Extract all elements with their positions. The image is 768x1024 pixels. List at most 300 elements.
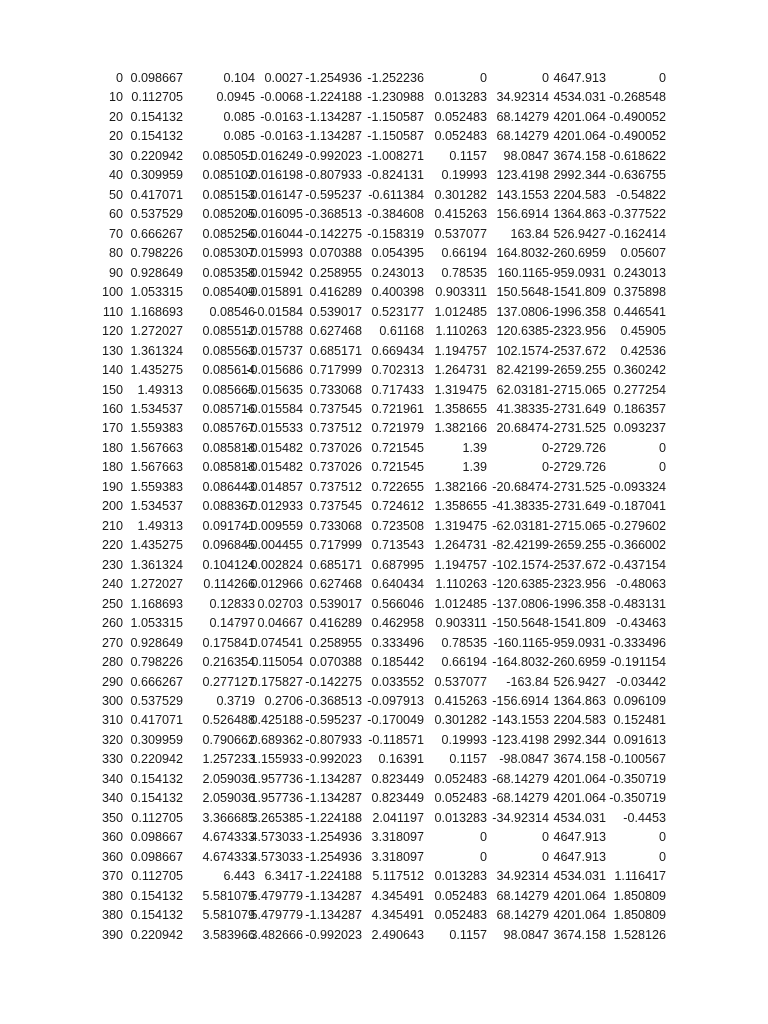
table-cell: 0.112705: [131, 869, 183, 884]
table-cell: 0.096109: [613, 694, 666, 708]
table-cell: 4201.064: [553, 771, 606, 786]
table-cell: 1.850809: [613, 888, 666, 903]
table-row: [0, 69, 768, 88]
table-row: [0, 828, 768, 847]
table-cell: 0.085358: [202, 265, 255, 280]
table-cell: 1.49313: [137, 518, 183, 533]
table-cell: 2.059036: [202, 771, 255, 786]
table-cell: 1.168693: [130, 304, 183, 319]
table-cell: 4201.064: [553, 129, 606, 144]
table-cell: -0.54822: [616, 187, 666, 202]
table-cell: 80: [108, 246, 123, 261]
table-cell: -0.015584: [246, 401, 303, 416]
table-cell: 0.416289: [309, 285, 362, 300]
table-cell: 0: [658, 830, 666, 845]
table-row: [0, 789, 768, 808]
table-cell: 0.539017: [309, 304, 362, 319]
table-cell: 390: [101, 927, 123, 942]
table-cell: 102.1574: [496, 343, 549, 358]
table-cell: 0.070388: [309, 655, 362, 670]
table-cell: 0.243013: [613, 265, 666, 280]
table-cell: -1.150587: [367, 109, 424, 124]
table-cell: 0.088367: [202, 499, 255, 514]
table-cell: -0.350719: [609, 771, 666, 786]
table-cell: 0.790662: [202, 732, 255, 747]
table-cell: 4534.031: [553, 869, 606, 884]
table-cell: 0.1157: [449, 927, 487, 942]
table-cell: -0.015533: [246, 421, 303, 436]
table-cell: 0.627468: [309, 324, 362, 339]
table-cell: 68.14279: [496, 129, 549, 144]
table-cell: -0.0163: [260, 109, 303, 124]
table-cell: 0.717999: [309, 538, 362, 553]
table-cell: 0.903311: [435, 285, 487, 300]
table-cell: -0.350719: [609, 791, 666, 806]
table-cell: -0.004455: [246, 538, 303, 553]
table-cell: 0.417071: [130, 713, 183, 728]
table-cell: 160.1165: [497, 265, 549, 280]
table-cell: 350: [101, 810, 123, 825]
table-cell: -959.0931: [549, 265, 606, 280]
table-cell: -0.03442: [616, 674, 666, 689]
table-cell: 4201.064: [553, 888, 606, 903]
table-cell: -0.824131: [367, 168, 424, 183]
table-cell: -0.595237: [305, 187, 362, 202]
table-row: [0, 556, 768, 575]
table-cell: 0.685171: [309, 343, 362, 358]
table-cell: 1.358655: [434, 401, 487, 416]
table-cell: 0.085051: [202, 148, 255, 163]
table-cell: 0.737512: [309, 421, 362, 436]
table-cell: 0.154132: [130, 771, 183, 786]
table-cell: 0: [658, 460, 666, 475]
table-cell: 0.415263: [434, 694, 487, 708]
table-cell: 0: [658, 849, 666, 864]
table-cell: 0.05607: [620, 246, 666, 261]
table-cell: -0.992023: [305, 752, 362, 767]
table-cell: 0.733068: [309, 518, 362, 533]
table-cell: 270: [101, 635, 123, 650]
table-cell: -1541.809: [549, 285, 606, 300]
table-cell: 0.61168: [379, 324, 424, 339]
table-cell: 0.104: [223, 71, 255, 85]
table-cell: 0.091613: [613, 732, 666, 747]
table-cell: 0.085767: [202, 421, 255, 436]
table-cell: -102.1574: [492, 557, 549, 572]
table-cell: 0.798226: [130, 246, 183, 261]
table-cell: 0.052483: [434, 888, 487, 903]
table-cell: -1.224188: [305, 90, 362, 105]
table-cell: 0.721545: [371, 460, 424, 475]
table-cell: 0.085409: [202, 285, 255, 300]
table-cell: 0: [479, 849, 487, 864]
table-cell: -0.279602: [609, 518, 666, 533]
table-cell: 0.78535: [441, 635, 487, 650]
table-cell: 0.220942: [130, 927, 183, 942]
table-cell: 0.666267: [130, 674, 183, 689]
table-cell: 320: [101, 732, 123, 747]
table-cell: 40: [108, 168, 123, 183]
table-cell: -0.016249: [246, 148, 303, 163]
table-cell: -0.807933: [305, 732, 362, 747]
table-cell: 0.724612: [371, 499, 424, 514]
table-row: [0, 419, 768, 438]
table-cell: 2204.583: [553, 187, 606, 202]
table-cell: 220: [101, 538, 123, 553]
table-cell: 0.002824: [250, 557, 303, 572]
table-cell: 0.152481: [613, 713, 666, 728]
table-cell: 100: [101, 285, 123, 300]
table-cell: 20: [108, 109, 123, 124]
table-cell: 1.528126: [613, 927, 666, 942]
table-row: [0, 731, 768, 750]
table-cell: 137.0806: [496, 304, 549, 319]
table-cell: 1.110263: [435, 324, 487, 339]
table-cell: 3674.158: [553, 148, 606, 163]
table-cell: 0.669434: [371, 343, 424, 358]
table-cell: 0.702313: [371, 363, 424, 378]
table-cell: 0.417071: [130, 187, 183, 202]
table-cell: -0.015635: [246, 382, 303, 397]
table-cell: -0.016198: [246, 168, 303, 183]
table-cell: 0: [541, 830, 549, 845]
table-cell: 0.175827: [250, 674, 303, 689]
table-cell: 62.03181: [496, 382, 549, 397]
table-cell: 0.070388: [309, 246, 362, 261]
table-cell: 180: [101, 460, 123, 475]
table-cell: -0.807933: [305, 168, 362, 183]
table-cell: 1364.863: [553, 207, 606, 222]
table-cell: -0.187041: [609, 499, 666, 514]
table-cell: 1.012485: [434, 304, 487, 319]
table-cell: 2204.583: [553, 713, 606, 728]
table-cell: 0.301282: [434, 713, 487, 728]
table-cell: 30: [108, 148, 123, 163]
table-cell: -0.093324: [609, 479, 666, 494]
table-cell: -0.009559: [246, 518, 303, 533]
table-cell: 1.382166: [434, 421, 487, 436]
table-row: [0, 906, 768, 925]
table-cell: 0.722655: [371, 479, 424, 494]
table-cell: -0.012933: [246, 499, 303, 514]
table-cell: 190: [101, 479, 123, 494]
table-cell: 0.085153: [202, 187, 255, 202]
table-cell: 0.78535: [441, 265, 487, 280]
table-cell: 1.053315: [130, 285, 183, 300]
table-cell: 0.085: [223, 129, 255, 144]
table-cell: 3.265385: [250, 810, 303, 825]
table-cell: -1.254936: [305, 849, 362, 864]
table-cell: -0.191154: [610, 655, 666, 670]
table-cell: -1996.358: [549, 596, 606, 611]
table-cell: 60: [108, 207, 123, 222]
table-cell: 90: [108, 265, 123, 280]
table-cell: 110: [102, 304, 123, 319]
table-cell: 3674.158: [553, 752, 606, 767]
table-cell: 0.903311: [435, 616, 487, 631]
table-cell: 0.013283: [434, 869, 487, 884]
table-cell: 380: [101, 888, 123, 903]
table-cell: -2731.649: [549, 401, 606, 416]
table-cell: 1.559383: [130, 479, 183, 494]
table-cell: -98.0847: [499, 752, 549, 767]
table-cell: 4.674333: [202, 830, 255, 845]
table-row: [0, 458, 768, 477]
table-row: [0, 88, 768, 107]
table-cell: -2731.525: [549, 421, 606, 436]
table-cell: -0.015942: [246, 265, 303, 280]
table-cell: 1.361324: [130, 343, 183, 358]
table-cell: 1.382166: [434, 479, 487, 494]
table-cell: 1.264731: [434, 538, 487, 553]
table-cell: 0.012966: [250, 577, 303, 592]
table-row: [0, 244, 768, 263]
table-cell: -120.6385: [492, 577, 549, 592]
table-cell: 210: [101, 518, 123, 533]
table-cell: 0.085716: [202, 401, 255, 416]
table-cell: 0.085818: [202, 460, 255, 475]
table-cell: -2537.672: [549, 343, 606, 358]
table-cell: 0: [115, 71, 123, 85]
table-cell: -0.015993: [246, 246, 303, 261]
table-cell: 0.277127: [202, 674, 255, 689]
table-cell: 163.84: [510, 226, 549, 241]
table-cell: 0.112705: [131, 90, 183, 105]
table-cell: 0.085: [223, 109, 255, 124]
table-cell: -0.015737: [246, 343, 303, 358]
table-cell: 5.581079: [202, 908, 255, 923]
table-cell: 0: [479, 830, 487, 845]
table-row: [0, 303, 768, 322]
table-cell: 0.052483: [434, 109, 487, 124]
table-cell: 1.361324: [130, 557, 183, 572]
table-cell: -0.097913: [367, 694, 424, 708]
table-cell: -0.368513: [305, 207, 362, 222]
spreadsheet-table: [0, 69, 768, 945]
table-cell: -0.333496: [609, 635, 666, 650]
table-cell: 0.415263: [434, 207, 487, 222]
table-cell: -0.0068: [260, 90, 303, 105]
table-cell: 0.112705: [131, 810, 183, 825]
table-row: [0, 848, 768, 867]
table-cell: -1.134287: [305, 771, 362, 786]
table-cell: 2.490643: [371, 927, 424, 942]
table-row: [0, 108, 768, 127]
table-cell: 1.272027: [130, 324, 183, 339]
table-cell: 0.526488: [202, 713, 255, 728]
table-cell: -1.134287: [305, 908, 362, 923]
table-cell: 1.957736: [250, 771, 303, 786]
table-cell: -959.0931: [549, 635, 606, 650]
table-cell: 0.052483: [434, 771, 487, 786]
table-row: [0, 750, 768, 769]
table-cell: -0.170049: [367, 713, 424, 728]
table-cell: -0.366002: [609, 538, 666, 553]
table-cell: 0.096845: [202, 538, 255, 553]
table-cell: 4.345491: [371, 888, 424, 903]
table-cell: -0.016095: [246, 207, 303, 222]
table-cell: 2.041197: [372, 810, 424, 825]
table-row: [0, 673, 768, 692]
table-cell: 1.435275: [130, 363, 183, 378]
table-row: [0, 264, 768, 283]
table-cell: 0.737545: [309, 401, 362, 416]
table-cell: 200: [101, 499, 123, 514]
table-cell: 0.66194: [441, 655, 487, 670]
table-cell: 310: [101, 713, 123, 728]
table-cell: 0.154132: [130, 129, 183, 144]
table-cell: -0.992023: [305, 148, 362, 163]
table-cell: 0.737545: [309, 499, 362, 514]
table-cell: 3674.158: [553, 927, 606, 942]
table-cell: -1.224188: [305, 869, 362, 884]
table-cell: 0.013283: [434, 90, 487, 105]
table-cell: 1.957736: [250, 791, 303, 806]
table-cell: -2715.065: [549, 518, 606, 533]
table-cell: -0.015891: [246, 285, 303, 300]
table-cell: 4647.913: [553, 71, 606, 85]
table-cell: -0.368513: [305, 694, 362, 708]
table-cell: 0.085307: [202, 246, 255, 261]
table-cell: 0.085512: [202, 324, 255, 339]
table-cell: -0.618622: [609, 148, 666, 163]
table-cell: 68.14279: [496, 109, 549, 124]
table-cell: 2.059036: [202, 791, 255, 806]
table-cell: 1.272027: [130, 577, 183, 592]
table-cell: -2659.255: [549, 538, 606, 553]
table-cell: 526.9427: [553, 674, 606, 689]
table-cell: 0.04667: [257, 616, 303, 631]
table-cell: 0.12833: [209, 596, 255, 611]
table-cell: 50: [108, 187, 123, 202]
table-row: [0, 770, 768, 789]
table-cell: 0.154132: [130, 908, 183, 923]
table-cell: 98.0847: [503, 148, 549, 163]
table-cell: -0.384608: [367, 207, 424, 222]
table-cell: 0: [541, 460, 549, 475]
table-cell: -20.68474: [492, 479, 549, 494]
table-cell: 68.14279: [496, 888, 549, 903]
table-cell: 0.523177: [371, 304, 424, 319]
table-cell: 170: [101, 421, 123, 436]
table-cell: 4201.064: [553, 908, 606, 923]
table-cell: 1.012485: [434, 596, 487, 611]
table-row: [0, 575, 768, 594]
table-cell: 0.360242: [613, 363, 666, 378]
table-cell: -0.992023: [305, 927, 362, 942]
table-cell: 0.45905: [620, 324, 666, 339]
table-cell: 0: [541, 440, 549, 455]
table-cell: 41.38335: [496, 401, 549, 416]
table-cell: -2729.726: [549, 460, 606, 475]
table-cell: -0.015788: [246, 324, 303, 339]
table-cell: 0.216354: [202, 655, 255, 670]
table-cell: 0.666267: [130, 226, 183, 241]
table-cell: 330: [101, 752, 123, 767]
table-cell: -0.595237: [305, 713, 362, 728]
table-cell: -0.015482: [246, 460, 303, 475]
table-cell: 0.309959: [130, 168, 183, 183]
table-row: [0, 127, 768, 146]
table-cell: 1.39: [462, 440, 487, 455]
table-cell: 3.583966: [202, 927, 255, 942]
table-cell: -1.254936: [305, 830, 362, 845]
table-cell: 0.085102: [202, 168, 255, 183]
table-cell: 150.5648: [496, 285, 549, 300]
table-cell: 0.425188: [250, 713, 303, 728]
table-cell: 0.085563: [202, 343, 255, 358]
table-cell: 1.194757: [434, 343, 487, 358]
table-cell: 0.013283: [434, 810, 487, 825]
table-row: [0, 867, 768, 886]
table-cell: 0.085614: [202, 363, 255, 378]
table-cell: 0.42536: [620, 343, 666, 358]
table-cell: 4.573033: [250, 849, 303, 864]
table-cell: 20: [108, 129, 123, 144]
table-cell: 4534.031: [553, 810, 606, 825]
table-cell: 370: [101, 869, 123, 884]
table-cell: -0.490052: [609, 129, 666, 144]
table-cell: -150.5648: [492, 616, 549, 631]
table-row: [0, 283, 768, 302]
table-cell: 34.92314: [496, 869, 549, 884]
table-cell: 120.6385: [496, 324, 549, 339]
table-cell: 0: [541, 849, 549, 864]
table-cell: 1.264731: [434, 363, 487, 378]
table-row: [0, 205, 768, 224]
table-cell: -260.6959: [549, 655, 606, 670]
table-cell: 0.19993: [441, 168, 487, 183]
table-cell: -0.016044: [246, 226, 303, 241]
table-cell: 0.074541: [250, 635, 303, 650]
table-cell: -0.43463: [616, 616, 666, 631]
table-cell: -2659.255: [549, 363, 606, 378]
table-cell: 240: [101, 577, 123, 592]
table-cell: -62.03181: [492, 518, 549, 533]
table-cell: 360: [101, 830, 123, 845]
table-cell: 0.052483: [434, 791, 487, 806]
table-cell: 0.733068: [309, 382, 362, 397]
table-cell: 0.446541: [613, 304, 666, 319]
table-cell: 0.085665: [202, 382, 255, 397]
table-cell: 143.1553: [496, 187, 549, 202]
table-cell: -1541.809: [549, 616, 606, 631]
table-cell: -0.611384: [368, 187, 424, 202]
table-cell: 0.154132: [130, 109, 183, 124]
table-cell: 0.2706: [264, 694, 303, 708]
table-cell: 0.66194: [441, 246, 487, 261]
table-row: [0, 400, 768, 419]
table-cell: -1.134287: [305, 129, 362, 144]
table-cell: -34.92314: [492, 810, 549, 825]
table-cell: 0.085818: [202, 440, 255, 455]
table-cell: -143.1553: [492, 713, 549, 728]
table-cell: 10: [108, 90, 123, 105]
table-cell: -163.84: [506, 674, 549, 689]
table-cell: 0.3719: [216, 694, 255, 708]
table-row: [0, 225, 768, 244]
table-cell: 0.309959: [130, 732, 183, 747]
table-cell: 0: [479, 71, 487, 85]
table-cell: 0.462958: [371, 616, 424, 631]
table-cell: 1.850809: [613, 908, 666, 923]
table-cell: -1.224188: [305, 810, 362, 825]
table-cell: 0.085205: [202, 207, 255, 222]
table-row: [0, 536, 768, 555]
table-cell: -1.150587: [367, 129, 424, 144]
table-cell: -0.0163: [260, 129, 303, 144]
table-cell: 0.537529: [130, 207, 183, 222]
